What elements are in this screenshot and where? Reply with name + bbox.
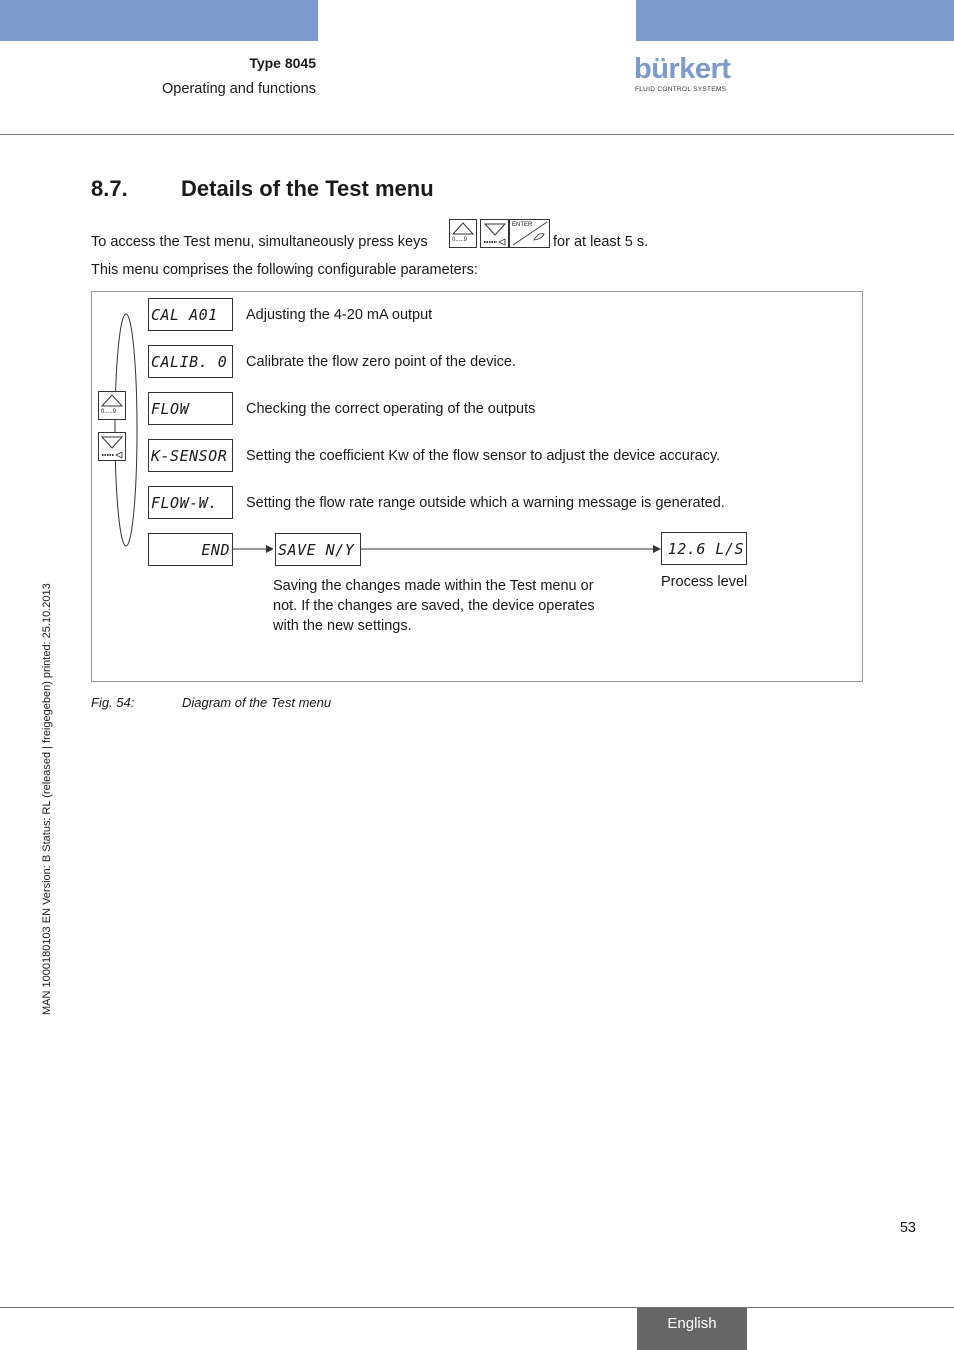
document-info-sidebar: MAN 1000180103 EN Version: B Status: RL (released | freigegeben) printed: 25.10.2013: [41, 583, 53, 1015]
display-end: END: [148, 533, 233, 566]
diagram-down-key: [98, 432, 126, 461]
desc-k-sensor: Setting the coefficient Kw of the flow sensor to adjust the device accuracy.: [246, 448, 721, 464]
header-bar-right: [636, 0, 954, 41]
display-k-sensor: K-SENSOR: [148, 439, 233, 472]
save-description-line-2: not. If the changes are saved, the device operates: [273, 598, 595, 614]
section-number: 8.7.: [91, 176, 128, 201]
diagram-up-key: [98, 391, 126, 420]
figure-caption: Diagram of the Test menu: [182, 695, 332, 710]
up-key: [449, 219, 477, 248]
document-type: Type 8045: [249, 55, 316, 71]
brand-name: bürkert: [634, 53, 731, 85]
display-cal-a01: CAL A01: [148, 298, 233, 331]
display-flow: FLOW: [148, 392, 233, 425]
brand-tagline: FLUID CONTROL SYSTEMS: [635, 86, 727, 93]
up-key-label: 0.....9: [452, 237, 468, 243]
header-divider: [0, 134, 954, 135]
save-description-line-3: with the new settings.: [273, 618, 412, 634]
display-calib-0: CALIB. 0: [148, 345, 233, 378]
arrow-down-icon: [481, 220, 508, 247]
desc-cal-a01: Adjusting the 4-20 mA output: [246, 307, 433, 323]
test-menu-diagram: [91, 291, 863, 682]
figure-label: Fig. 54:: [91, 695, 135, 710]
save-description-line-1: Saving the changes made within the Test menu or: [273, 578, 594, 594]
desc-calib-0: Calibrate the flow zero point of the device.: [246, 354, 517, 370]
menu-intro-text: This menu comprises the following configurable parameters:: [91, 262, 478, 278]
display-flow-w: FLOW-W.: [148, 486, 233, 519]
enter-key-label: ENTER: [512, 222, 533, 228]
display-process-level: 12.6 L/S: [661, 532, 747, 565]
burkert-logo: [634, 53, 734, 98]
diagram-up-key-label: 0.....9: [101, 409, 117, 415]
page-number: 53: [899, 1220, 916, 1236]
section-title: Details of the Test menu: [181, 176, 434, 201]
arrow-end-to-save: [233, 540, 273, 560]
process-level-label: Process level: [661, 574, 748, 590]
desc-flow-w: Setting the flow rate range outside which a warning message is generated.: [246, 495, 725, 511]
enter-key: [509, 219, 550, 248]
footer-divider: [0, 1307, 954, 1308]
header-bar-left: [0, 0, 318, 41]
language-tab: English: [637, 1308, 747, 1350]
arrow-save-to-process: [361, 540, 661, 560]
document-subtitle: Operating and functions: [162, 81, 316, 97]
display-save: SAVE N/Y: [275, 533, 361, 566]
access-instruction-end: for at least 5 s.: [553, 234, 649, 250]
arrow-down-icon: [99, 433, 125, 460]
desc-flow: Checking the correct operating of the outputs: [246, 401, 536, 417]
access-instruction-start: To access the Test menu, simultaneously press keys: [91, 234, 428, 250]
down-key: [480, 219, 509, 248]
